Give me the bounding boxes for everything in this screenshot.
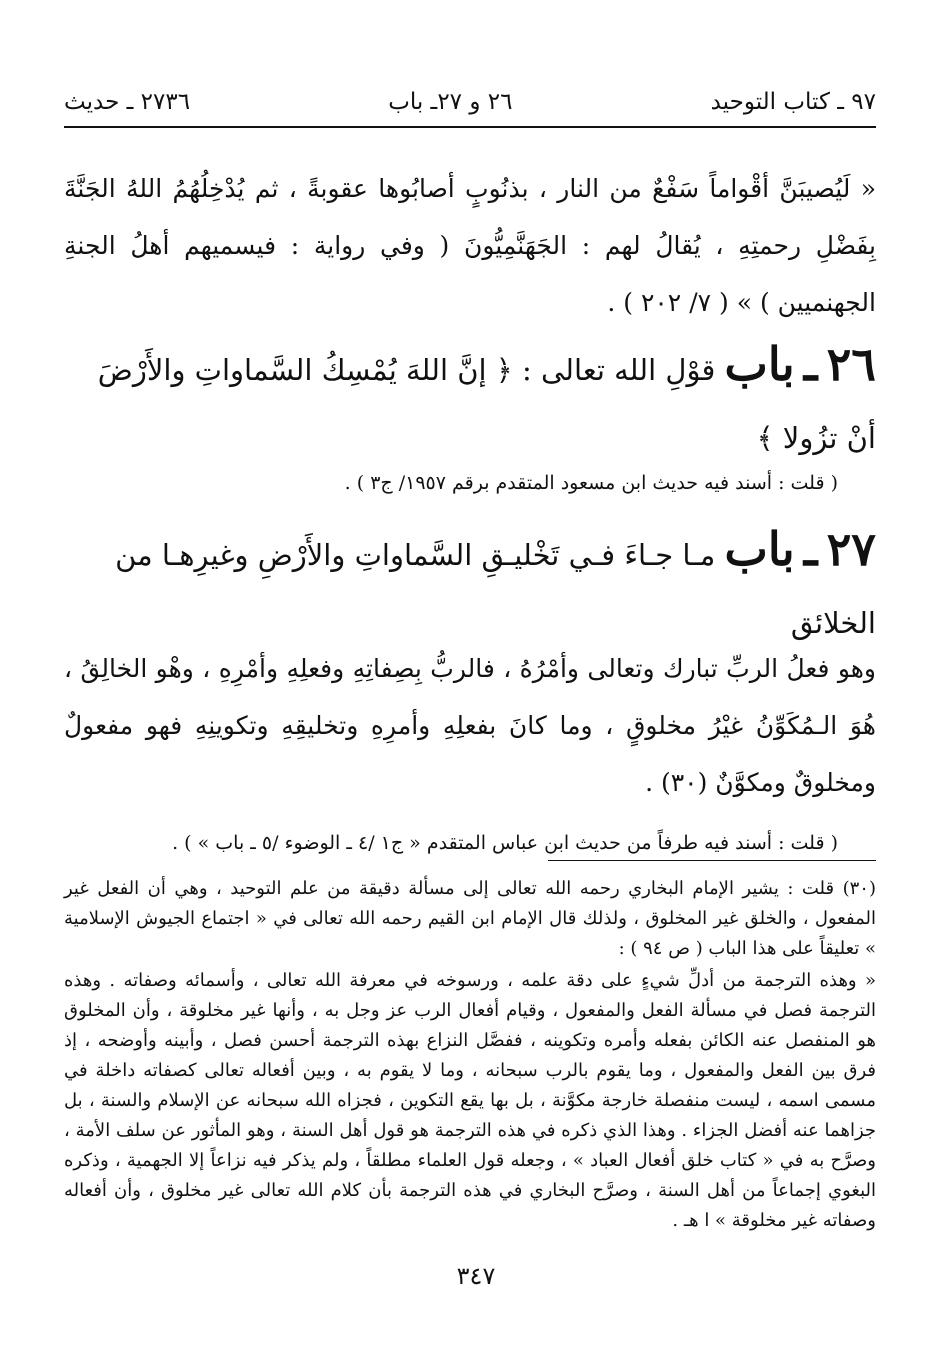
header-divider (64, 126, 876, 128)
bab-26-heading (60, 330, 876, 472)
header-babs: ٢٦ و ٢٧ـ باب (388, 89, 513, 115)
footnote-divider (548, 860, 876, 861)
bab-27-number: ٢٧ (826, 522, 876, 576)
note-bab-27: ( قلت : أسند فيه طرفاً من حديث ابن عباس المتقدم « ج١ /٤ ـ الوضوء /٥ ـ باب » ) . (172, 832, 838, 854)
header-hadith: ٢٧٣٦ ـ حديث (64, 89, 191, 115)
bab-26-number: ٢٦ (826, 337, 876, 391)
running-header (64, 84, 876, 120)
bab-27-heading (60, 515, 876, 657)
bab-27-dash: ـ (803, 522, 818, 576)
footnote-quote: « وهذه الترجمة من أدلِّ شيءٍ على دقة علمه ، ورسوخه في معرفة الله تعالى ، وأسمائه وصفاته . وهذه الترجمة فصل في مسألة الفعل والمفعول ، وقيام أفعال الرب عز وجل به ، وأنها غير مخلوقة ، وأن المخلوق هو المنفصل عنه الكائن بفعله وأمره وتكوينه ، ففصَّل النزاع بهذه الترجمة أحسن فصل ، وأبينه وأوضحه ، إذ فرق بين الفعل والمفعول ، وما يقوم بالرب سبحانه ، وما لا يقوم به ، وبين أفعاله تعالى كصفاته داخلة في مسمى اسمه ، ليست منفصلة خارجة مكوَّنة ، بل بها يقع التكوين ، فجزاه الله سبحانه عن الإسلام والسنة ، بل جزاهما عنه أفضل الجزاء . وهذا الذي ذكره في هذه الترجمة هو قول أهل السنة ، وهو المأثور عن سلف الأمة ، وصرَّح به في « كتاب خلق أفعال العباد » ، وجعله قول العلماء مطلقاً ، ولم يذكر فيه نزاعاً إلا الجهمية ، وذكره البغوي إجماعاً من أهل السنة ، وصرَّح البخاري في هذه الترجمة بأن كلام الله تعالى غير مخلوق ، وأن أفعاله وصفاته غير مخلوقة » ا هـ . (64, 970, 876, 1231)
bab-26-dash: ـ (803, 337, 818, 391)
page-number: ٣٤٧ (456, 1262, 496, 1290)
bab-26-word: باب (724, 337, 795, 391)
hadith-quote: « لَيُصيبَنَّ أقْواماً سَفْعٌ من النار ، بذنُوبٍ أصابُوها عقوبةً ، ثم يُدْخِلُهُمُ اللهُ الجَنَّةَ بِفَضْلِ رحمتِهِ ، يُقالُ لهم : الجَهَنَّمِيُّونَ ( وفي رواية : فيسميهم أهلُ الجنةِ الجهنميين ) » ( ٧/ ٢٠٢ ) . (64, 174, 876, 317)
header-chapter: ٩٧ ـ كتاب التوحيد (710, 89, 876, 115)
bab-26-title: قوْلِ الله تعالى : ﴿ إنَّ اللهَ يُمْسِكُ السَّماواتِ والأَرْضَ أنْ تزُولا ﴾ (97, 353, 876, 455)
footnote-intro: (٣٠) قلت : يشير الإمام البخاري رحمه الله تعالى إلى مسألة دقيقة من علم التوحيد ، وهي أن الفعل غير المفعول ، والخلق غير المخلوق ، ولذلك قال الإمام ابن القيم رحمه الله تعالى في « اجتماع الجيوش الإسلامية » تعليقاً على هذا الباب ( ص ٩٤ ) : (64, 878, 876, 959)
note-bab-26: ( قلت : أسند فيه حديث ابن مسعود المتقدم برقم ١٩٥٧/ ج٣ ) . (344, 472, 838, 494)
bab-27-body: وهو فعلُ الربِّ تبارك وتعالى وأمْرُهُ ، فالربُّ بِصِفاتِهِ وفعلِهِ وأمْرِهِ ، وهْو الخالِقُ ، هُوَ الـمُكَوِّنُ غيْرُ مخلوقٍ ، وما كانَ بفعلِهِ وأمرِهِ وتخليقِهِ وتكوينِهِ فهو مفعولٌ ومخلوقٌ ومكوَّنٌ (٣٠) . (64, 654, 876, 797)
bab-27-word: باب (724, 522, 795, 576)
bab-27-title: مـا جـاءَ فـي تَخْليـقِ السَّماواتِ والأَرْضِ وغيرِهـا من الخلائق (115, 538, 876, 640)
